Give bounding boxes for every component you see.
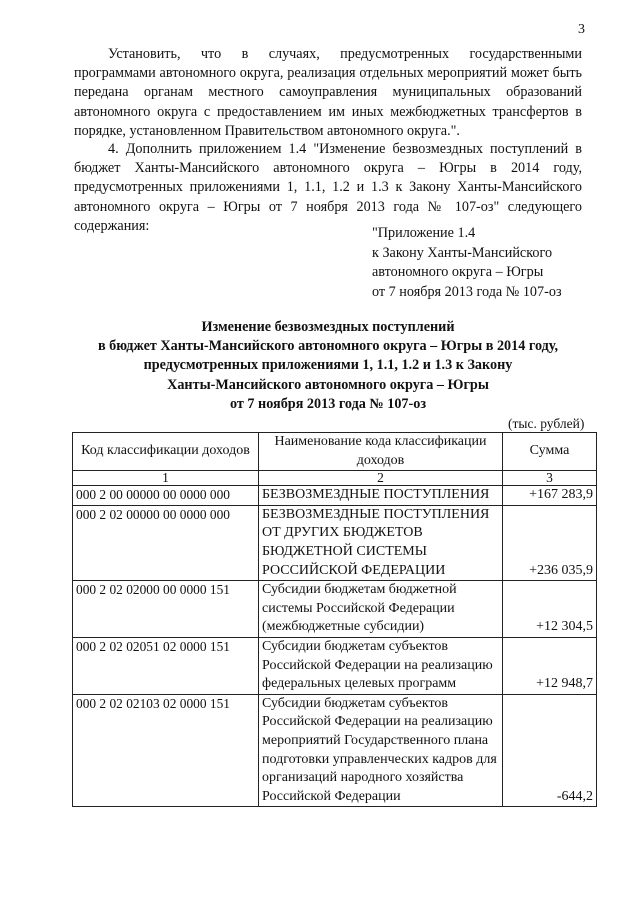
- sum-value: +167 283,9: [503, 486, 597, 506]
- title-line: от 7 ноября 2013 года № 107-оз: [229, 395, 427, 412]
- header-code: Код классификации доходов: [73, 433, 259, 471]
- table-header-row: [73, 433, 597, 471]
- classification-code: 000 2 02 02103 02 0000 151: [73, 694, 259, 807]
- classification-name: БЕЗВОЗМЕЗДНЫЕ ПОСТУПЛЕНИЯ: [259, 486, 503, 506]
- appendix-line: к Закону Ханты-Мансийского: [372, 244, 553, 261]
- classification-code: 000 2 02 00000 00 0000 000: [73, 505, 259, 580]
- title-line: Изменение безвозмездных поступлений: [201, 319, 455, 335]
- sum-value: +236 035,9: [503, 505, 597, 580]
- classification-name: БЕЗВОЗМЕЗДНЫЕ ПОСТУПЛЕНИЯ ОТ ДРУГИХ БЮДЖЕТОВ БЮДЖЕТНОЙ СИСТЕМЫ РОССИЙСКОЙ ФЕДЕРАЦИИ: [259, 505, 503, 580]
- revenue-table: [72, 432, 597, 807]
- classification-name: Субсидии бюджетам субъектов Российской Федерации на реализацию мероприятий Государственного плана подготовки управленческих кадров для организаций народного хозяйства Российской Федерации: [259, 694, 503, 807]
- title-line: в бюджет Ханты-Мансийского автономного округа – Югры в 2014 году,: [97, 338, 559, 355]
- classification-code: 000 2 02 02051 02 0000 151: [73, 637, 259, 694]
- title-line: предусмотренных приложениями 1, 1.1, 1.2 и 1.3 к Закону: [143, 357, 513, 374]
- sum-value: -644,2: [503, 694, 597, 807]
- classification-code: 000 2 02 02000 00 0000 151: [73, 581, 259, 638]
- table-row: [73, 694, 597, 807]
- table-row: [73, 637, 597, 694]
- column-number: 1: [73, 471, 259, 486]
- appendix-line: "Приложение 1.4: [372, 225, 476, 241]
- column-number: 3: [503, 471, 597, 486]
- paragraph-1: Установить, что в случаях, предусмотренных государственными программами автономного округа, реализация отдельных мероприятий может быть передана органам местного самоуправления муниципальных образований автономного округа с предоставлением им иных межбюджетных трансфертов в порядке, установленном Правительством автономного округа.".: [74, 46, 582, 139]
- table-row: [73, 505, 597, 580]
- classification-code: 000 2 00 00000 00 0000 000: [73, 486, 259, 506]
- appendix-line: автономного округа – Югры: [372, 264, 544, 281]
- page-number: 3: [578, 22, 585, 37]
- document-title: [60, 318, 596, 414]
- table-row: [73, 581, 597, 638]
- header-name: Наименование кода классификации доходов: [259, 433, 503, 471]
- classification-name: Субсидии бюджетам бюджетной системы Российской Федерации (межбюджетные субсидии): [259, 581, 503, 638]
- appendix-line: от 7 ноября 2013 года № 107-оз: [372, 283, 562, 300]
- units-label: (тыс. рублей): [508, 416, 585, 431]
- sum-value: +12 948,7: [503, 637, 597, 694]
- table-row: [73, 486, 597, 506]
- classification-name: Субсидии бюджетам субъектов Российской Федерации на реализацию федеральных целевых программ: [259, 637, 503, 694]
- header-sum: Сумма: [503, 433, 597, 471]
- title-line: Ханты-Мансийского автономного округа – Югры: [167, 376, 489, 393]
- column-number: 2: [259, 471, 503, 486]
- sum-value: +12 304,5: [503, 581, 597, 638]
- appendix-reference: [372, 224, 562, 302]
- column-number-row: [73, 471, 597, 486]
- paragraph-2: 4. Дополнить приложением 1.4 "Изменение безвозмездных поступлений в бюджет Ханты-Мансийского автономного округа – Югры в 2014 году, предусмотренных приложениями 1, 1.1, 1.2 и 1.3 к Закону Ханты-Мансийского автономного округа – Югры от 7 ноября 2013 года № 107-оз" следующего содержания:: [74, 141, 582, 234]
